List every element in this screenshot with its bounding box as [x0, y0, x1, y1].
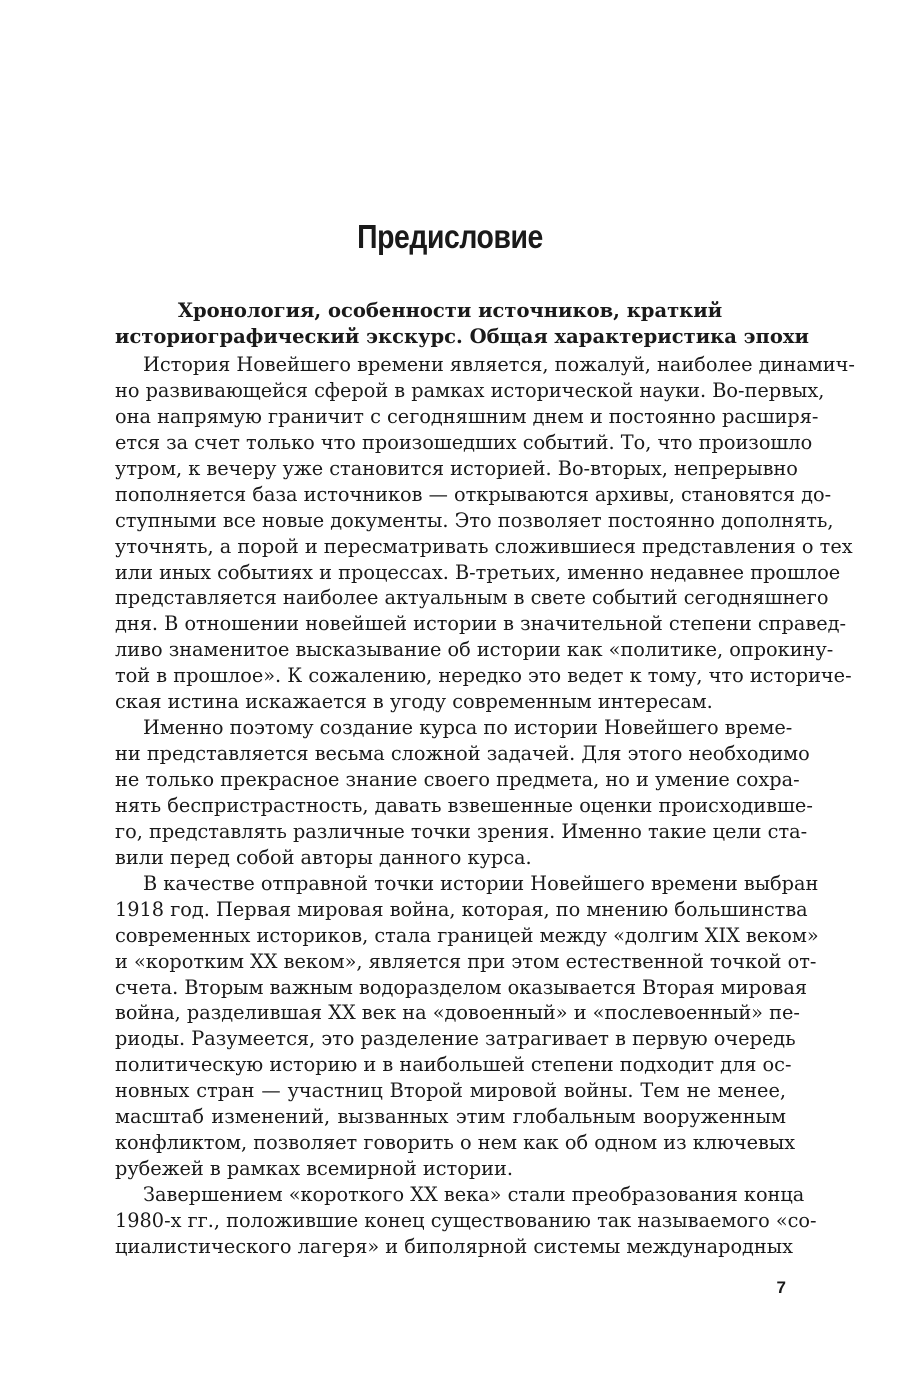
section-subtitle: [115, 298, 809, 350]
text-line: рубежей в рамках всемирной истории.: [115, 1157, 513, 1181]
text-line: В качестве отправной точки истории Новейшего времени выбран: [143, 871, 819, 895]
text-line: ни представляется весьма сложной задачей. Для этого необходимо: [115, 742, 810, 766]
text-line: война, разделившая XX век на «довоенный» и «послевоенный» пе-: [115, 1001, 800, 1025]
text-line: История Новейшего времени является, пожалуй, наиболее динамич-: [143, 353, 855, 376]
text-line: но развивающейся сферой в рамках исторической науки. Во-первых,: [115, 378, 825, 402]
text-line: уточнять, а порой и пересматривать сложившиеся представления о тех: [115, 534, 853, 558]
text-line: она напрямую граничит с сегодняшним днем и постоянно расширя-: [115, 404, 819, 428]
text-line: ливо знаменитое высказывание об истории как «политике, опрокину-: [115, 638, 834, 662]
text-line: вили перед собой авторы данного курса.: [115, 845, 532, 869]
text-line: политическую историю и в наибольшей степени подходит для ос-: [115, 1053, 792, 1077]
paragraph: [115, 871, 819, 1182]
text-line: дня. В отношении новейшей истории в значительной степени справед-: [115, 612, 847, 636]
text-line: ская истина искажается в угоду современным интересам.: [115, 690, 713, 714]
subtitle-line: историографический экскурс. Общая характеристика эпохи: [115, 325, 809, 348]
text-line: циалистического лагеря» и биполярной системы международных: [115, 1234, 793, 1258]
text-line: утром, к вечеру уже становится историей. Во-вторых, непрерывно: [115, 456, 798, 480]
text-line: масштаб изменений, вызванных этим глобальным вооруженным: [115, 1105, 786, 1129]
chapter-title: Предисловие: [357, 218, 543, 255]
text-line: ется за счет только что произошедших событий. То, что произошло: [115, 430, 813, 454]
text-line: конфликтом, позволяет говорить о нем как об одном из ключевых: [115, 1131, 796, 1155]
paragraph: [115, 715, 813, 871]
text-line: и «коротким XX веком», является при этом естественной точкой от-: [115, 949, 817, 973]
text-line: риоды. Разумеется, это разделение затрагивает в первую очередь: [115, 1027, 796, 1051]
text-line: Завершением «короткого XX века» стали преобразования конца: [143, 1183, 805, 1206]
text-line: 1918 год. Первая мировая война, которая, по мнению большинства: [115, 897, 808, 921]
text-line: той в прошлое». К сожалению, нередко это ведет к тому, что историче-: [115, 664, 852, 688]
paragraph: [115, 352, 855, 715]
paragraph: [115, 1182, 817, 1260]
text-line: го, представлять различные точки зрения. Именно такие цели ста-: [115, 819, 808, 843]
text-line: нять беспристрастность, давать взвешенные оценки происходивше-: [115, 793, 813, 817]
subtitle-line: Хронология, особенности источников, краткий: [177, 299, 723, 322]
text-line: представляется наиболее актуальным в свете событий сегодняшнего: [115, 586, 829, 610]
text-line: современных историков, стала границей между «долгим XIX веком»: [115, 923, 819, 947]
text-line: 1980-х гг., положившие конец существованию так называемого «со-: [115, 1208, 817, 1232]
text-line: или иных событиях и процессах. В-третьих, именно недавнее прошлое: [115, 560, 841, 584]
page-number: 7: [776, 1278, 786, 1297]
text-line: пополняется база источников — открываются архивы, становятся до-: [115, 482, 832, 506]
text-line: счета. Вторым важным водоразделом оказывается Вторая мировая: [115, 975, 808, 999]
text-line: ступными все новые документы. Это позволяет постоянно дополнять,: [115, 508, 834, 532]
body-text: [115, 352, 855, 1260]
text-line: новных стран — участниц Второй мировой войны. Тем не менее,: [115, 1079, 786, 1103]
text-line: Именно поэтому создание курса по истории Новейшего време-: [143, 716, 793, 740]
text-line: не только прекрасное знание своего предмета, но и умение сохра-: [115, 768, 800, 791]
